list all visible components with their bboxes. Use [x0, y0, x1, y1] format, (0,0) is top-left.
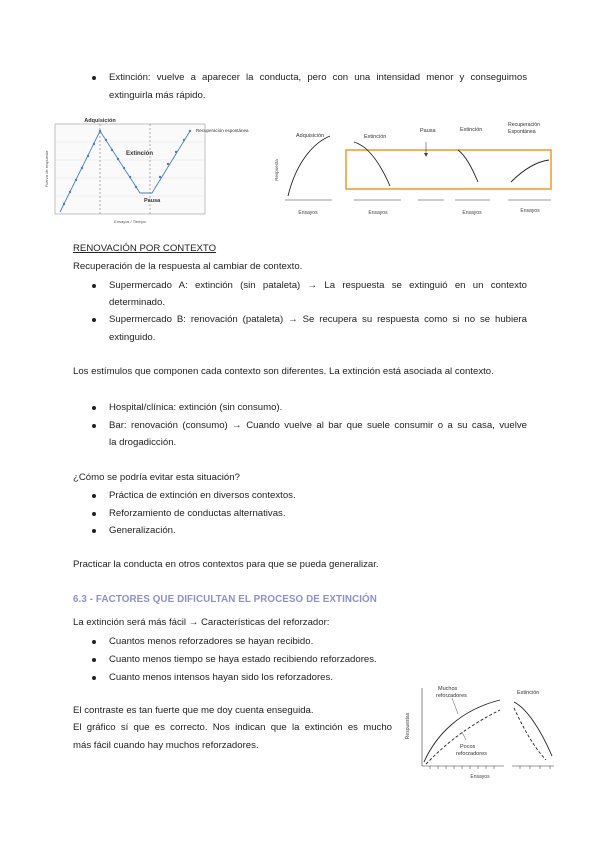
bullet-marker [92, 424, 96, 428]
curve-extincion-2 [458, 150, 478, 182]
label-pocos-1: Pocos [460, 744, 476, 750]
contraste-paragraph: El contraste es tan fuerte que me doy cuenta enseguida. [73, 705, 314, 716]
x-axis-label: Ensayos / Tiempo [114, 219, 146, 224]
label-adquisicion: Adquisición [296, 133, 325, 139]
bullet-marker [92, 494, 96, 498]
bullet-marker [92, 76, 96, 80]
bullet-marker [92, 284, 96, 288]
section-6-3-intro: La extinción será más fácil → Características del reforzador: [73, 617, 330, 628]
label-recuperacion-2: Espontánea [508, 129, 536, 135]
contexto-paragraph: Los estímulos que componen cada contexto son diferentes. La extinción está asociada al contexto. [73, 366, 494, 377]
label-extincion-1: Extinción [364, 134, 387, 140]
label-muchos-2: reforzadores [436, 693, 467, 699]
curve-extincion-muchos [514, 702, 552, 756]
label-extincion: Extinción [126, 151, 154, 157]
label-recuperacion-1: Recuperación [508, 122, 541, 128]
factor-item-3: Cuanto menos intensos hayan sido los reforzadores. [109, 672, 333, 683]
supermercado-b-line1: Supermercado B: renovación (pataleta) → Se recupera su respuesta como si no se hubiera [109, 314, 527, 325]
supermercado-b-line2: extinguido. [109, 332, 156, 343]
bar-bullet-line2: la drogadicción. [109, 437, 177, 448]
factor-item-2: Cuanto menos tiempo se haya estado recibiendo reforzadores. [109, 654, 377, 665]
curve-recuperacion [511, 160, 549, 182]
grafico-paragraph-line1: El gráfico sí que es correcto. Nos indican que la extinción es mucho [73, 722, 392, 733]
figure-right-spontaneous-recovery [268, 118, 558, 223]
bullet-marker [92, 529, 96, 533]
x-label-3: Ensayos [462, 210, 482, 216]
renovacion-intro: Recuperación de la respuesta al cambiar de contexto. [73, 261, 303, 272]
bullet-marker [92, 406, 96, 410]
bullet-marker [92, 676, 96, 680]
evitar-question: ¿Cómo se podría evitar esta situación? [73, 472, 240, 483]
pointer-pocos [462, 732, 466, 740]
y-axis-label: Respuesta [274, 159, 279, 181]
extincion-bullet-line2: extinguirla más rápido. [109, 90, 206, 101]
grafico-paragraph-line2: más fácil cuando hay muchos reforzadores. [73, 740, 259, 751]
bullet-marker [92, 658, 96, 662]
bar-bullet-line1: Bar: renovación (consumo) → Cuando vuelve al bar que suele consumir o a su casa, vuelve [109, 420, 527, 431]
generalizar-paragraph: Practicar la conducta en otros contextos para que se pueda generalizar. [73, 559, 379, 570]
label-muchos-1: Muchos [438, 686, 458, 692]
bullet-marker [92, 512, 96, 516]
x-label-1: Ensayos [298, 210, 318, 216]
hospital-bullet: Hospital/clínica: extinción (sin consumo). [109, 402, 283, 413]
evitar-item-3: Generalización. [109, 525, 176, 536]
bullet-marker [92, 640, 96, 644]
figure-bottom-reinforcers [400, 680, 560, 790]
x-label-4: Ensayos [520, 208, 540, 214]
y-axis-label: Fuerza de respuesta [44, 150, 49, 188]
x-ticks [430, 766, 550, 769]
x-label-2: Ensayos [368, 210, 388, 216]
label-pausa: Pausa [144, 198, 161, 204]
curve-extincion-1 [354, 142, 390, 186]
supermercado-a-line1: Supermercado A: extinción (sin pataleta) → La respuesta se extinguió en un contexto [109, 280, 527, 291]
bullet-marker [92, 318, 96, 322]
factor-item-1: Cuantos menos reforzadores se hayan recibido. [109, 636, 314, 647]
evitar-item-1: Práctica de extinción en diversos contextos. [109, 490, 296, 501]
extincion-bullet-line1: Extinción: vuelve a aparecer la conducta, pero con una intensidad menor y conseguimos [109, 72, 527, 83]
supermercado-a-line2: determinado. [109, 297, 165, 308]
label-extincion: Extinción [517, 690, 540, 696]
label-extincion-2: Extinción [460, 127, 483, 133]
x-axis-label: Ensayos [470, 774, 490, 780]
evitar-item-2: Reforzamiento de conductas alternativas. [109, 508, 286, 519]
section-6-3-title: 6.3 - FACTORES QUE DIFICULTAN EL PROCESO DE EXTINCIÓN [73, 594, 377, 605]
label-pocos-2: reforzadores [456, 751, 487, 757]
y-axis-label: Respuestas [405, 712, 411, 740]
pausa-arrowhead [424, 153, 428, 157]
highlight-box [346, 150, 551, 189]
figure-left-acquisition-extinction [40, 115, 275, 225]
label-pausa: Pausa [420, 128, 436, 134]
label-recuperacion: Recuperación espontánea [196, 128, 249, 133]
curve-adquisicion [288, 136, 330, 196]
plot-area [55, 124, 205, 214]
renovacion-title: RENOVACIÓN POR CONTEXTO [73, 243, 217, 254]
label-adquisicion: Adquisición [84, 118, 116, 124]
pointer-muchos [452, 698, 458, 714]
